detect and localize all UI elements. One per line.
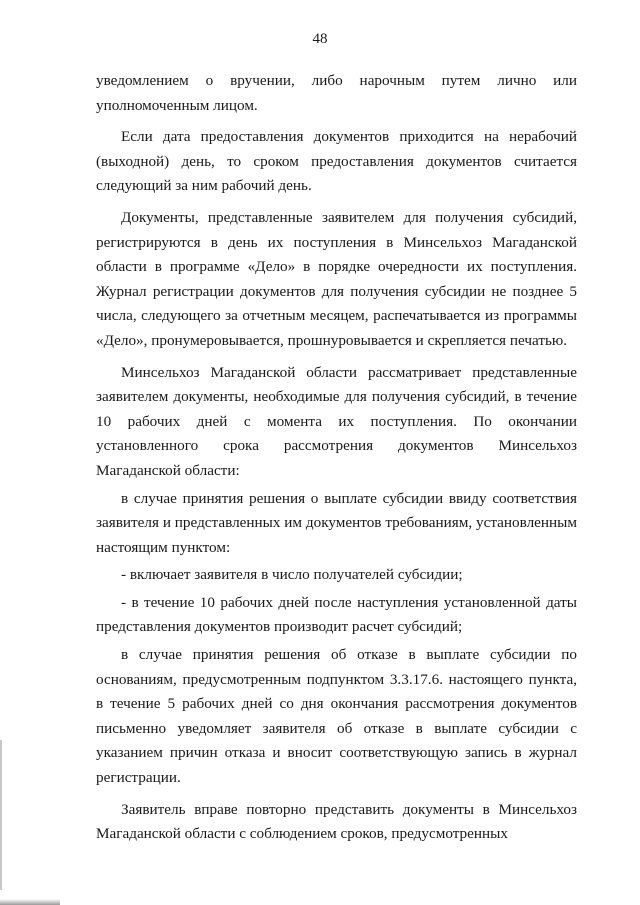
scan-edge-shadow bbox=[0, 899, 60, 905]
list-item-include-recipient: - включает заявителя в число получателей субсидии; bbox=[121, 566, 463, 584]
paragraph-delivery-method: уведомлением о вручении, либо нарочным путем лично или уполномоченным лицом. bbox=[96, 72, 577, 114]
paragraph-resubmission: Заявитель вправе повторно представить документы в Минсельхоз Магаданской области с соблюдением сроков, предусмотренных bbox=[96, 800, 577, 843]
scan-edge-line bbox=[0, 740, 2, 890]
paragraph-registration: Документы, представленные заявителем для получения субсидий, регистрируются в день их поступления в Минсельхоз Магаданской области в программе «Дело» в порядке очередности их поступления. Журнал регистрации документов для получения субсидии не позднее 5 числа, следующего за отчетным месяцем, распечатывается из программы «Дело», пронумеровывается, прошнуровывается и скрепляется печатью. bbox=[96, 208, 577, 349]
document-body bbox=[96, 69, 577, 847]
list-item-calculate-subsidy: - в течение 10 рабочих дней после наступления установленной даты представления документов производит расчет субсидий; bbox=[96, 593, 577, 636]
paragraph-non-working-day: Если дата предоставления документов приходится на нерабочий (выходной) день, то сроком предоставления документов считается следующий за ним рабочий день. bbox=[96, 128, 577, 195]
paragraph-review-period: Минсельхоз Магаданской области рассматривает представленные заявителем документы, необходимые для получения субсидий, в течение 10 рабочих дней с момента их поступления. По окончании установленного срока рассмотрения документов Минсельхоз Магаданской области: bbox=[96, 363, 577, 479]
paragraph-approval-case: в случае принятия решения о выплате субсидии ввиду соответствия заявителя и представленных им документов требованиям, установленным настоящим пунктом: bbox=[96, 489, 577, 556]
page-number: 48 bbox=[312, 31, 328, 47]
paragraph-refusal-case: в случае принятия решения об отказе в выплате субсидии по основаниям, предусмотренным подпунктом 3.3.17.6. настоящего пункта, в течение 5 рабочих дней со дня окончания рассмотрения документов письменно уведомляет заявителя об отказе в выплате субсидии с указанием причин отказа и вносит соответствующую запись в журнал регистрации. bbox=[96, 646, 577, 787]
